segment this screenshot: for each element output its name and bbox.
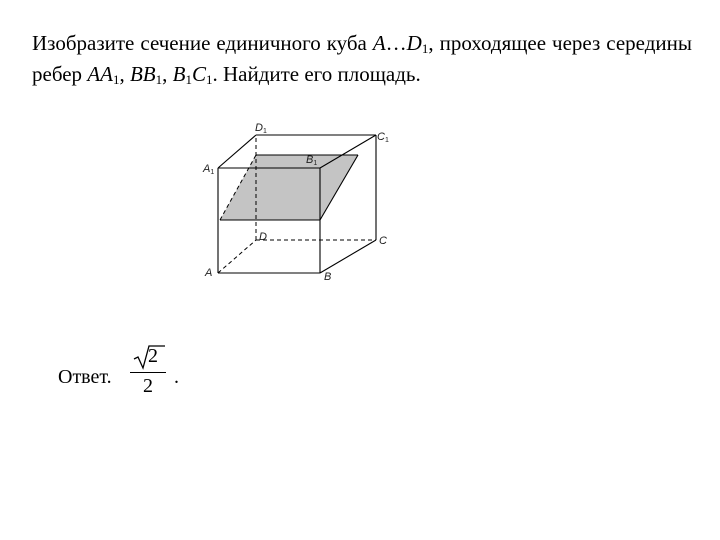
answer-label: Ответ. — [58, 366, 112, 388]
label-C: C — [379, 235, 387, 247]
vertex-D1: D — [406, 31, 422, 55]
cross-section — [220, 155, 358, 220]
answer-fraction — [130, 342, 166, 398]
label-C1: C1 — [377, 131, 389, 144]
label-A1: A1 — [203, 163, 215, 176]
edge-B1C1: B — [172, 62, 186, 86]
answer-period: . — [174, 366, 179, 388]
fraction-bar — [130, 372, 166, 373]
label-B1: B1 — [306, 154, 318, 167]
edge-BB1: BB — [129, 62, 156, 86]
fraction-denominator: 2 — [143, 375, 153, 397]
vertex-A: A — [372, 31, 386, 55]
radicand: 2 — [148, 345, 158, 367]
edge-AA1: AA — [87, 62, 113, 86]
problem-statement: Изобразите сечение единичного куба $A\dots D_1$, проходящее через середины ребер $AA_1$, $BB_1$, $B_1C_1$. Найдите его площадь. — [32, 31, 692, 87]
label-D: D — [259, 231, 267, 243]
fraction-numerator — [130, 342, 166, 370]
label-B: B — [324, 271, 332, 283]
label-A: A — [205, 267, 213, 279]
label-D1: D1 — [255, 122, 267, 135]
